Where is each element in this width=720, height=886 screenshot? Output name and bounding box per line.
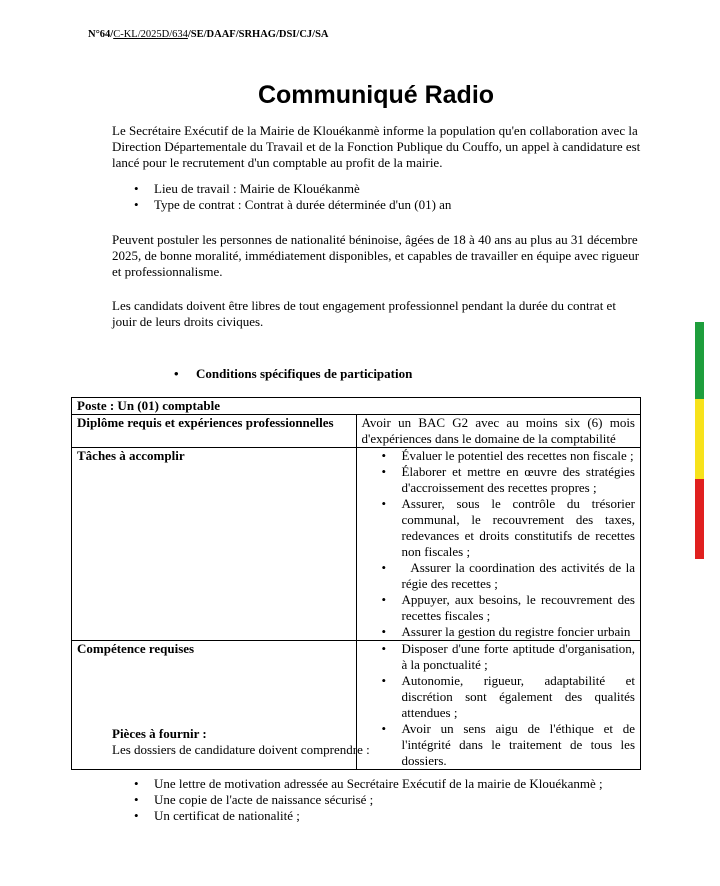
obligations-paragraph: Les candidats doivent être libres de tout engagement professionnel pendant la durée du contrat et jouir de leurs droits civiques. — [112, 298, 616, 329]
list-item: • Appuyer, aux besoins, le recouvrement des recettes fiscales ; — [402, 592, 636, 624]
tasks-label: Tâches à accomplir — [72, 448, 357, 641]
list-item: • Une lettre de motivation adressée au Secrétaire Exécutif de la mairie de Klouékanmè ; — [154, 776, 624, 792]
list-item: • Avoir un sens aigu de l'éthique et de l'intégrité dans le traitement de tous les dossiers. — [402, 721, 636, 769]
documents-intro: Les dossiers de candidature doivent comprendre : — [112, 742, 370, 757]
list-item: • Type de contrat : Contrat à durée déterminée d'un (01) an — [154, 197, 634, 213]
list-item: • Une copie de l'acte de naissance sécurisé ; — [154, 792, 624, 808]
tasks-list — [362, 448, 639, 640]
post-title: Poste : Un (01) comptable — [72, 398, 641, 415]
list-item: • Évaluer le potentiel des recettes non fiscale ; — [402, 448, 636, 464]
conditions-table — [71, 397, 641, 770]
documents-list — [154, 776, 624, 824]
skills-label: Compétence requises — [72, 641, 357, 770]
list-item: • Assurer la coordination des activités de la régie des recettes ; — [402, 560, 636, 592]
flag-red-stripe — [695, 479, 704, 559]
list-item: • Assurer, sous le contrôle du trésorier communal, le recouvrement des taxes, redevances et droits constitutifs de recettes non fiscales ; — [402, 496, 636, 560]
list-item: • Lieu de travail : Mairie de Klouékanmè — [154, 181, 634, 197]
flag-green-stripe — [695, 322, 704, 399]
reference-number: N°64/C-KL/2025D/634/SE/DAAF/SRHAG/DSI/CJ/SA — [88, 29, 329, 40]
diploma-value: Avoir un BAC G2 avec au moins six (6) mois d'expériences dans le domaine de la comptabilité — [356, 415, 641, 448]
job-info-list — [154, 181, 634, 213]
list-item: • Assurer la gestion du registre foncier urbain — [402, 624, 636, 640]
diploma-label: Diplôme requis et expériences professionnelles — [72, 415, 357, 448]
list-item: • Un certificat de nationalité ; — [154, 808, 624, 824]
table-row — [72, 398, 641, 415]
table-row — [72, 415, 641, 448]
intro-paragraph: Le Secrétaire Exécutif de la Mairie de Klouékanmè informe la population qu'en collaboration avec la Direction Départementale du Travail et de la Fonction Publique du Couffo, un appel à candidature est lancé pour le recrutement d'un comptable au profit de la mairie. — [112, 123, 641, 170]
page-title: Communiqué Radio — [257, 81, 495, 109]
list-item: • Élaborer et mettre en œuvre des stratégies d'accroissement des recettes propres ; — [402, 464, 636, 496]
eligibility-paragraph: Peuvent postuler les personnes de nationalité béninoise, âgées de 18 à 40 ans au plus au 31 décembre 2025, de bonne moralité, immédiatement disponibles, et capables de travailler en équipe avec rigueur et professionnalisme. — [112, 232, 640, 279]
documents-heading: Pièces à fournir : — [112, 726, 207, 741]
conditions-heading: • Conditions spécifiques de participation — [196, 366, 412, 382]
list-item: • Disposer d'une forte aptitude d'organisation, à la ponctualité ; — [402, 641, 636, 673]
flag-yellow-stripe — [695, 399, 704, 479]
table-row — [72, 448, 641, 641]
tasks-cell — [356, 448, 641, 641]
list-item: • Autonomie, rigueur, adaptabilité et discrétion sont également des qualités attendues ; — [402, 673, 636, 721]
